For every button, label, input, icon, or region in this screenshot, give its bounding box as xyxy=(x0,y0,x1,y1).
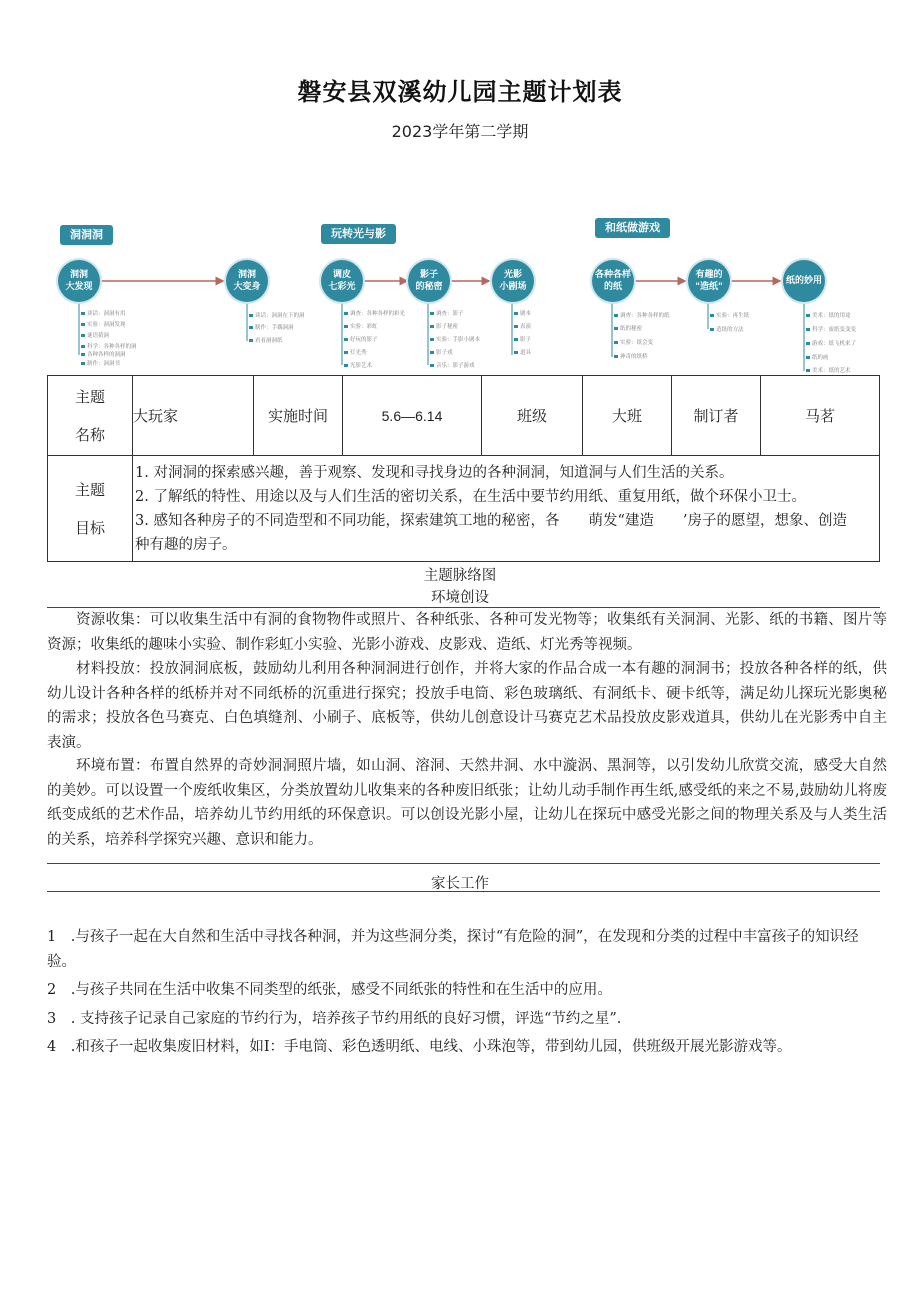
theme-web-diagram xyxy=(55,213,857,375)
goal-item: 1. 对洞洞的探索感兴趣，善于观察、发现和寻找身边的各种洞洞，知道洞与人们生活的关系。 xyxy=(135,464,734,481)
goal-item: 3. 感知各种房子的不同造型和不同功能，探索建筑工地的秘密，各 萌发“建造 ’房子的愿望，想象、创造 xyxy=(135,512,847,529)
env-section-title: 环境创设 xyxy=(431,590,489,606)
web-leaf: 游戏：纸飞机来了 xyxy=(806,339,856,347)
env-paragraph-layout: 环境布置：布置自然界的奇妙洞洞照片墙，如山洞、溶洞、天然井洞、水中漩涡、黑洞等，以引发幼儿欣赏交流，感受大自然的美妙。可以设置一个废纸收集区，分类放置幼儿收集来的各种废旧纸张；让幼儿动手制作再生纸,感受纸的来之不易,鼓励幼儿将废纸变成纸的艺术作品，培养幼儿节约用纸的环保意识。可以创设光影小屋，让幼儿在探玩中感受光影之间的物理关系及与人类生活的关系，培养科学探究兴趣、意识和能力。 xyxy=(47,758,887,848)
web-leaf: 科学：各种各样的洞 xyxy=(81,342,137,350)
list-item: 3 . 支持孩子记录自己家庭的节约行为，培养孩子节约用纸的良好习惯，评选“节约之星”. xyxy=(47,1010,622,1027)
web-leaf: 影子戏 xyxy=(430,348,453,356)
goal-label-cell xyxy=(48,456,133,562)
list-item: 1 .与孩子一起在大自然和生活中寻找各种洞，并为这些洞分类，探讨“有危险的洞”，在发现和分类的过程中丰富孩子的知识经验。 xyxy=(47,929,859,970)
web-leaf: 调查：各种各样的彩光 xyxy=(344,309,405,317)
goal-label-line1: 主题 xyxy=(74,480,105,499)
author-label: 制订者 xyxy=(693,407,739,425)
web-leaf: 各种各样的洞洞 xyxy=(81,350,126,358)
web-node: 光影 小剧场 xyxy=(492,260,534,302)
web-leaf: 实验：纸会变 xyxy=(614,338,653,346)
web-leaf: 实验：彩虹 xyxy=(344,322,378,330)
web-leaf: 光影艺术 xyxy=(344,361,372,369)
goal-item: 种有趣的房子。 xyxy=(135,536,237,553)
author-label-cell xyxy=(672,376,761,456)
web-group-label-2: 玩转光与影 xyxy=(321,224,396,244)
web-leaf: 灯光秀 xyxy=(344,348,367,356)
web-node: 调皮 七彩光 xyxy=(321,260,363,302)
class-label-cell xyxy=(482,376,583,456)
theme-name-label-cell xyxy=(48,376,133,456)
web-node: 各种各样 的纸 xyxy=(592,260,634,302)
web-leaf: 美术：纸的艺术 xyxy=(806,366,851,374)
time-value-cell xyxy=(343,376,482,456)
parent-work-list xyxy=(47,925,887,1064)
author-value: 马茗 xyxy=(804,407,835,425)
class-value-cell xyxy=(583,376,672,456)
web-leaf: 调查：影子 xyxy=(430,309,464,317)
web-leaf: 实验：再生纸 xyxy=(710,311,749,319)
web-node: 影子 的秘密 xyxy=(408,260,450,302)
web-leaf: 实验：手影小剧本 xyxy=(430,335,480,343)
web-leaf: 看看洞洞纸 xyxy=(249,336,283,344)
theme-name-cell xyxy=(133,376,254,456)
time-label-cell xyxy=(254,376,343,456)
page-title: 磐安县双溪幼儿园主题计划表 xyxy=(297,78,623,106)
parent-section-title: 家长工作 xyxy=(431,876,489,892)
web-leaf: 影子 xyxy=(514,335,531,343)
web-leaf: 谜语猜洞 xyxy=(81,331,109,339)
web-leaf: 谈话：洞洞在下的洞 xyxy=(249,311,305,319)
web-leaf: 美术：纸的用途 xyxy=(806,311,851,319)
web-leaf: 造纸的方法 xyxy=(710,325,744,333)
web-group-label-3: 和纸做游戏 xyxy=(595,218,670,238)
web-node: 洞洞 大变身 xyxy=(226,260,268,302)
author-value-cell xyxy=(761,376,880,456)
web-node: 洞洞 大发现 xyxy=(58,260,100,302)
web-node: 有趣的 "造纸" xyxy=(688,260,730,302)
env-paragraph-resources: 资源收集：可以收集生活中有洞的食物物件或照片、各种纸张、各种可发光物等；收集纸有关洞洞、光影、纸的书籍、图片等资源；收集纸的趣味小实验、制作彩虹小实验、光影小游戏、皮影戏、造纸、灯光秀等视频。 xyxy=(47,612,887,653)
table-row xyxy=(48,456,880,562)
theme-label-line1: 主题 xyxy=(74,387,105,406)
web-leaf: 道具 xyxy=(514,348,531,356)
divider xyxy=(47,891,880,892)
page-subtitle: 2023学年第二学期 xyxy=(391,122,529,141)
web-leaf: 科学：废纸变变变 xyxy=(806,325,856,333)
web-leaf: 表演 xyxy=(514,322,531,330)
web-leaf: 剧本 xyxy=(514,309,531,317)
web-leaf: 神奇的纸桥 xyxy=(614,352,648,360)
web-section-title: 主题脉络图 xyxy=(423,568,497,584)
web-leaf: 影子秘密 xyxy=(430,322,458,330)
class-value: 大班 xyxy=(611,407,642,425)
goal-label-line2: 目标 xyxy=(74,518,105,537)
list-item: 2 .与孩子共同在生活中收集不同类型的纸张，感受不同纸张的特性和在生活中的应用。 xyxy=(47,982,612,998)
theme-label-line2: 名称 xyxy=(74,425,105,444)
web-leaf: 音乐：影子游戏 xyxy=(430,361,475,369)
goals-cell xyxy=(133,456,880,562)
plan-table xyxy=(47,375,880,562)
env-paragraph-materials: 材料投放：投放洞洞底板，鼓励幼儿利用各种洞洞进行创作，并将大家的作品合成一本有趣的洞洞书；投放各种各样的纸，供幼儿设计各种各样的纸桥并对不同纸桥的沉重进行探究；投放手电筒、彩色玻璃纸、有洞纸卡、硬卡纸等，满足幼儿探玩光影奥秘的需求；投放各色马赛克、白色填缝剂、小刷子、底板等，供幼儿创意设计马赛克艺术品投放皮影戏道具，供幼儿在光影秀中自主表演。 xyxy=(47,661,887,751)
web-leaf: 纸的秘密 xyxy=(614,324,642,332)
theme-name: 大玩家 xyxy=(133,407,179,425)
web-leaf: 实验：洞洞发现 xyxy=(81,320,126,328)
web-leaf: 制作：洞洞书 xyxy=(81,359,120,367)
time-label: 实施时间 xyxy=(267,407,328,425)
web-leaf: 制作：手偶洞洞 xyxy=(249,323,294,331)
list-item: 4 .和孩子一起收集废旧材料，如I：手电筒、彩色透明纸、电线、小珠泡等，带到幼儿园，供班级开展光影游戏等。 xyxy=(47,1039,792,1055)
web-leaf: 好玩的影子 xyxy=(344,335,378,343)
class-label: 班级 xyxy=(516,407,547,425)
web-node: 纸的妙用 xyxy=(783,260,825,302)
web-leaf: 纸的画 xyxy=(806,353,829,361)
goal-item: 2. 了解纸的特性、用途以及与人们生活的密切关系，在生活中要节约用纸、重复用纸，做个环保小卫士。 xyxy=(135,488,806,505)
web-leaf: 谈话：洞洞有用 xyxy=(81,309,126,317)
table-row xyxy=(48,376,880,456)
web-group-label-1: 洞洞洞 xyxy=(60,225,113,245)
time-value: 5.6—6.14 xyxy=(381,407,443,424)
web-leaf: 调查：各种各样的纸 xyxy=(614,311,670,319)
divider xyxy=(47,863,880,864)
